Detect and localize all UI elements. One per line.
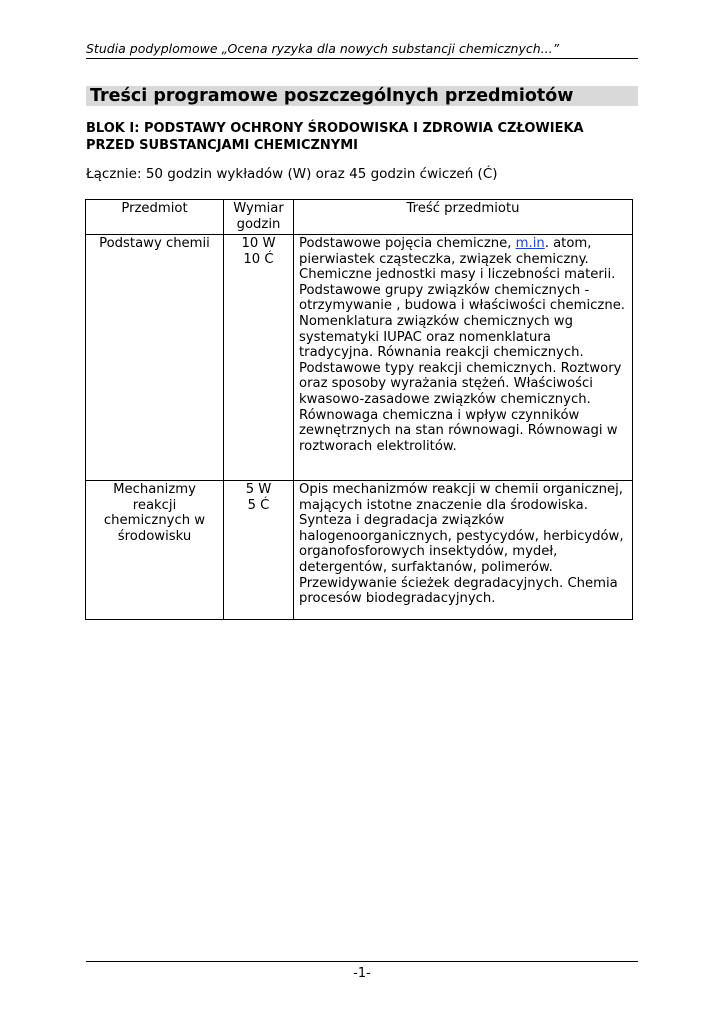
header-text: Studia podyplomowe „Ocena ryzyka dla nowych substancji chemicznych...”: [86, 41, 560, 56]
subject-cell: Podstawy chemii: [86, 235, 224, 481]
block-title: [86, 121, 638, 154]
table-row: [86, 235, 633, 481]
hours-summary: Łącznie: 50 godzin wykładów (W) oraz 45 godzin ćwiczeń (Ć): [86, 166, 498, 182]
table-header-row: [86, 200, 633, 235]
subject-cell: Mechanizmy reakcji chemicznych w środowisku: [86, 481, 224, 620]
block-title-line-1: BLOK I: PODSTAWY OCHRONY ŚRODOWISKA I ZDROWIA CZŁOWIEKA: [86, 121, 584, 136]
section-title: Treści programowe poszczególnych przedmiotów: [86, 86, 638, 106]
header-hours: Wymiar godzin: [224, 200, 294, 235]
content-link[interactable]: m.in: [515, 236, 545, 251]
hours-cell: [224, 235, 294, 481]
content-text-start: Podstawowe pojęcia chemiczne,: [299, 236, 516, 251]
page-header: [86, 40, 638, 59]
course-table: [85, 199, 633, 620]
table-row: [86, 481, 633, 620]
block-title-line-2: PRZED SUBSTANCJAMI CHEMICZNYMI: [86, 137, 358, 153]
hours-exercise: 10 Ć: [243, 251, 274, 267]
hours-lecture: 10 W: [241, 236, 276, 251]
content-text-rest: . atom, pierwiastek cząsteczka, związek chemiczny. Chemiczne jednostki masy i liczebności materii. Podstawowe grupy związków chemicznych - otrzymywanie , budowa i właściwości chemiczne. Nomenklatura związków chemicznych wg systematyki IUPAC oraz nomenklatura tradycyjna. Równania reakcji chemicznych. Podstawowe typy reakcji chemicznych. Roztwory oraz sposoby wyrażania stężeń. Właściwości kwasowo-zasadowe związków chemicznych. Równowaga chemiczna i wpływ czynników zewnętrznych na stan równowagi. Równowagi w roztworach elektrolitów.: [299, 236, 625, 454]
content-cell: Opis mechanizmów reakcji w chemii organicznej, mających istotne znaczenie dla środowiska. Synteza i degradacja związków halogenoorganicznych, pestycydów, herbicydów, organofosforowych insektydów, mydeł, detergentów, surfaktanów, polimerów. Przewidywanie ścieżek degradacyjnych. Chemia procesów biodegradacyjnych.: [294, 481, 633, 620]
hours-cell: [224, 481, 294, 620]
hours-exercise: 5 Ć: [247, 497, 270, 513]
page-number: -1-: [353, 966, 371, 981]
header-subject: Przedmiot: [86, 200, 224, 235]
page-footer: [86, 961, 638, 984]
header-content: Treść przedmiotu: [294, 200, 633, 235]
content-cell: [294, 235, 633, 481]
hours-lecture: 5 W: [245, 482, 272, 497]
